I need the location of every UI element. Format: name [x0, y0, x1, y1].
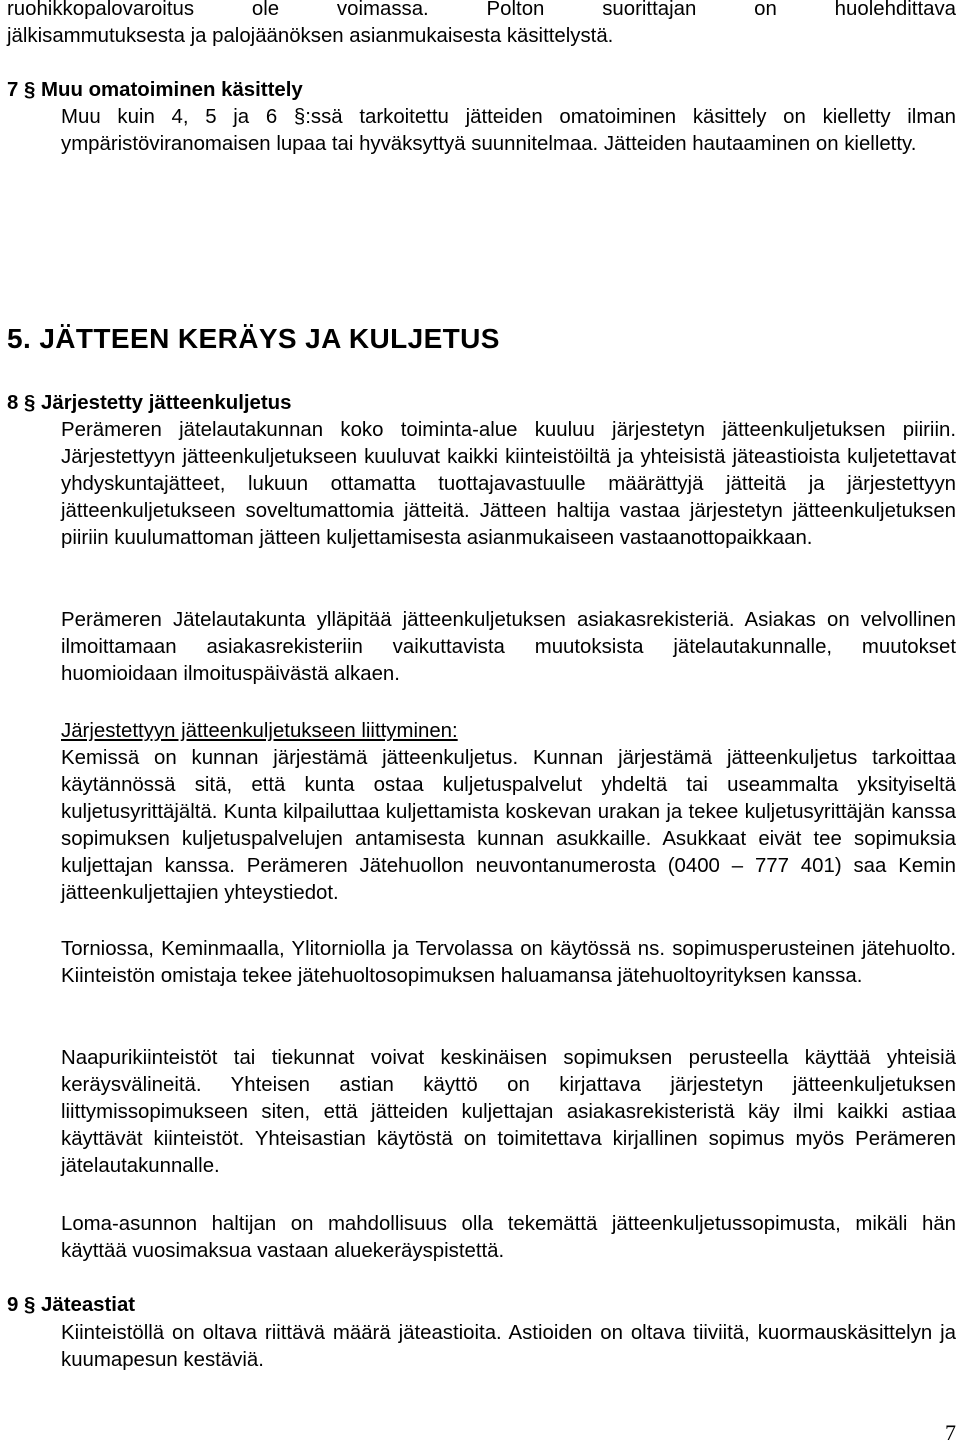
section-8-heading: 8 § Järjestetty jätteenkuljetus [7, 392, 292, 414]
section-7-body: Muu kuin 4, 5 ja 6 §:ssä tarkoitettu jätteiden omatoiminen käsittely on kielletty ilman ympäristöviranomaisen lupaa tai hyväksyttyä suunnitelmaa. Jätteiden hautaaminen on kielletty. [61, 106, 956, 155]
section-9-heading: 9 § Jäteastiat [7, 1294, 136, 1316]
page-number: 7 [945, 1420, 956, 1445]
section-9-body: Kiinteistöllä on oltava riittävä määrä jäteastioita. Astioiden on oltava tiiviitä, kuormauskäsittelyn ja kuumapesun kestäviä. [61, 1322, 956, 1371]
section-8-paragraph-6: Loma-asunnon haltijan on mahdollisuus olla tekemättä jätteenkuljetussopimusta, mikäli hän käyttää vuosimaksua vastaan aluekeräyspistettä. [61, 1213, 956, 1262]
section-8-paragraph-2: Perämeren Jätelautakunta ylläpitää jätteenkuljetuksen asiakasrekisteriä. Asiakas on velvollinen ilmoittamaan asiakasrekisteriin vaikuttavista muutoksista jätelautakunnalle, muutokset huomioidaan ilmoituspäivästä alkaen. [61, 609, 956, 685]
top-fragment-line1: ruohikkopalovaroitus ole voimassa. Polton suorittajan on huolehdittava [7, 0, 956, 20]
section-8-paragraph-3: Kemissä on kunnan järjestämä jätteenkuljetus. Kunnan järjestämä jätteenkuljetus tarkoittaa käytännössä sitä, että kunta ostaa kuljetuspalvelut yhdeltä tai useammalta yksityiseltä kuljetusyrittäjältä. Kunta kilpailuttaa kuljettamista koskevan urakan ja tekee kuljetusyrittäjän kanssa sopimuksen kuljetuspalvelujen antamisesta kunnan asukkaille. Asukkaat eivät tee sopimuksia kuljettajan kanssa. Perämeren Jätehuollon neuvontanumerosta (0400 – 777 401) saa Kemin jätteenkuljettajien yhteystiedot. [61, 747, 956, 904]
section-8-paragraph-1: Perämeren jätelautakunnan koko toiminta-alue kuuluu järjestetyn jätteenkuljetuksen piiriin. Järjestettyyn jätteenkuljetukseen kuuluvat kaikki kiinteistöiltä ja yhteisistä jäteastioista kuljetettavat yhdyskuntajätteet, lukuun ottamatta tuottajavastuulle määrättyjä jätteitä ja järjestettyyn jätteenkuljetukseen soveltumattomia jätteitä. Jätteen haltija vastaa järjestetyn jätteenkuljetuksen piiriin kuulumattoman jätteen kuljettamisesta asianmukaiseen vastaanottopaikkaan. [61, 419, 956, 549]
chapter-title: 5. JÄTTEEN KERÄYS JA KULJETUS [7, 323, 500, 354]
top-fragment-line2: jälkisammutuksesta ja palojäänöksen asianmukaisesta käsittelystä. [7, 25, 614, 47]
section-8-paragraph-5: Naapurikiinteistöt tai tiekunnat voivat keskinäisen sopimuksen perusteella käyttää yhteisiä keräysvälineitä. Yhteisen astian käyttö on kirjattava järjestetyn jätteenkuljetuksen liittymissopimukseen siten, että jätteiden kuljettajan asiakasrekisteristä käy ilmi kaikki astiaa käyttävät kiinteistöt. Yhteisastian käytöstä on toimitettava kirjallinen sopimus myös Perämeren jätelautakunnalle. [61, 1047, 956, 1177]
section-8-paragraph-4: Torniossa, Keminmaalla, Ylitorniolla ja Tervolassa on käytössä ns. sopimusperusteinen jätehuolto. Kiinteistön omistaja tekee jätehuoltosopimuksen haluamansa jätehuoltoyrityksen kanssa. [61, 938, 956, 987]
section-8-subheading: Järjestettyyn jätteenkuljetukseen liittyminen: [61, 720, 458, 742]
section-7-heading: 7 § Muu omatoiminen käsittely [7, 79, 303, 101]
